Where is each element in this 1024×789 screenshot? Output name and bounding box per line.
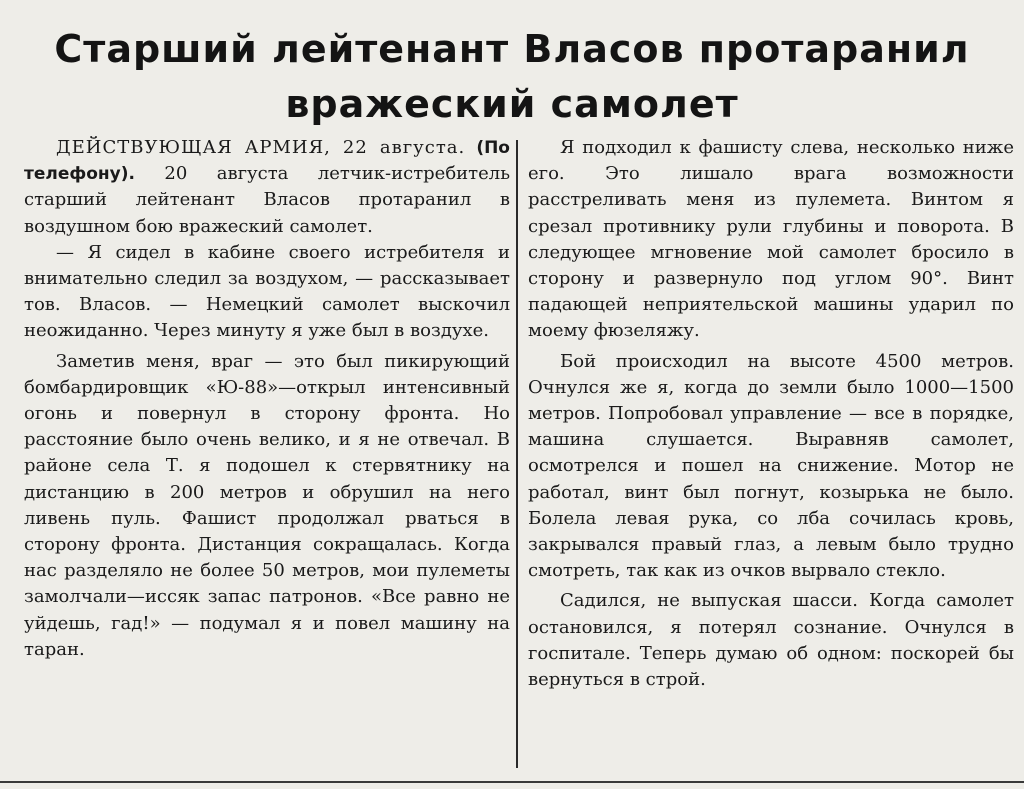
headline-line-2: вражеский самолет bbox=[285, 82, 739, 126]
paragraph: Садился, не выпуская шасси. Когда самолет остановился, я потерял сознание. Очнулся в госпитале. Теперь думаю об одном: поскорей бы вернуться в строй. bbox=[528, 590, 1014, 691]
by-phone-note: (По телефону). bbox=[24, 138, 510, 185]
right-column bbox=[528, 135, 1014, 693]
paragraph: Заметив меня, враг — это был пикирующий бомбардировщик «Ю-88»—открыл интенсивный огонь и повернул в сторону фронта. Но расстояние было очень велико, и я не отвечал. В районе села Т. я подошел к стервятнику на дистанцию в 200 метров и обрушил на него ливень пуль. Фашист продолжал рваться в сторону фронта. Дистанция сокращалась. Когда нас разделяло не более 50 метров, мои пулеметы замолчали—иссяк запас патронов. «Все равно не уйдешь, гад!» — подумал я и повел машину на таран. bbox=[24, 350, 510, 660]
paragraph: Я подходил к фашисту слева, несколько ниже его. Это лишало врага возможности расстреливать меня из пулемета. Винтом я срезал противнику рули глубины и поворота. В следующее мгновение мой самолет бросило в сторону и развернуло под углом 90°. Винт падающей неприятельской машины ударил по моему фюзеляжу. bbox=[528, 137, 1014, 342]
headline-line-1: Старший лейтенант Власов протаранил bbox=[54, 27, 970, 71]
article-headline bbox=[0, 22, 1024, 132]
bottom-rule bbox=[0, 781, 1024, 783]
paragraph: — Я сидел в кабине своего истребителя и внимательно следил за воздухом, — рассказывает тов. Власов. — Немецкий самолет выскочил неожиданно. Через минуту я уже был в воздухе. bbox=[24, 241, 510, 342]
lead-text: 20 августа летчик-истребитель старший лейтенант Власов протаранил в воздушном бою вражеский самолет. bbox=[24, 163, 510, 237]
column-divider bbox=[516, 140, 518, 768]
dateline: ДЕЙСТВУЮЩАЯ АРМИЯ, 22 августа. bbox=[56, 137, 466, 158]
left-column bbox=[24, 135, 510, 663]
lead-paragraph bbox=[24, 135, 510, 240]
paragraph: Бой происходил на высоте 4500 метров. Очнулся же я, когда до земли было 1000—1500 метров. Попробовал управление — все в порядке, машина слушается. Выравняв самолет, осмотрелся и пошел на снижение. Мотор не работал, винт был погнут, козырька не было. Болела левая рука, со лба сочилась кровь, закрывался правый глаз, а левым было трудно смотреть, так как из очков вырвало стекло. bbox=[528, 350, 1014, 582]
